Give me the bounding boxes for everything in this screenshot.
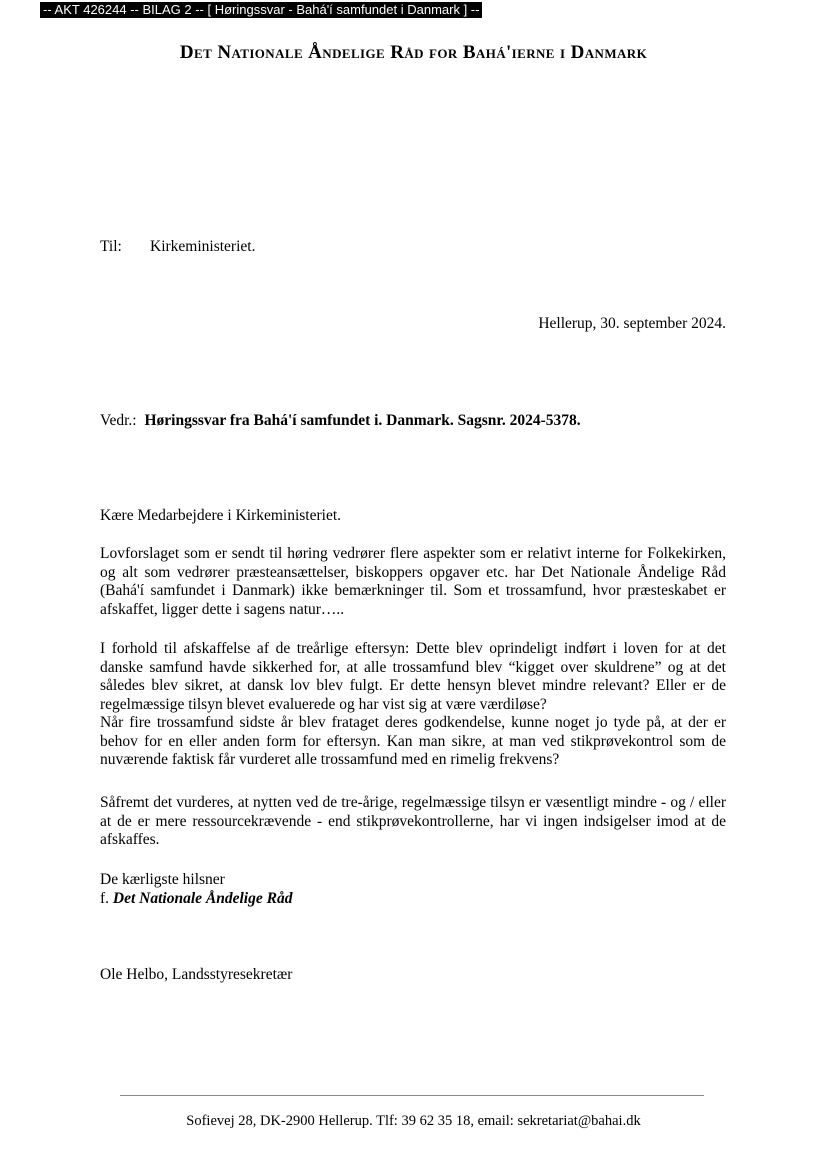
subject-line [100,412,581,430]
footer-address: Sofievej 28, DK-2900 Hellerup. Tlf: 39 62 35 18, email: sekretariat@bahai.dk [186,1113,641,1129]
date-line: Hellerup, 30. september 2024. [538,315,726,332]
paragraph-inspections [100,640,726,770]
document-stamp: -- AKT 426244 -- BILAG 2 -- [ Høringssvar - Bahá'í samfundet i Danmark ] -- [40,2,482,18]
subject-label: Vedr.: [100,412,137,429]
closing-block [100,871,292,908]
salutation: Kære Medarbejdere i Kirkeministeriet. [100,507,342,524]
footer-divider [120,1095,704,1096]
paragraph-intro: Lovforslaget som er sendt til høring vedrører flere aspekter som er relativt interne for Folkekirken, og alt som vedrører præsteansættelser, biskoppers opgaver etc. har Det Nationale Åndelige Råd (Bahá'í samfundet i Danmark) ikke bemærkninger til. Som et trossamfund, hvor præsteskabet er afskaffet, ligger dette i sagens natur….. [100,545,726,618]
signature: Ole Helbo, Landsstyresekretær [100,966,293,983]
closing-behalf-line [100,890,292,909]
recipient-name: Kirkeministeriet. [150,238,256,255]
closing-council-name: Det Nationale Åndelige Råd [112,889,293,907]
subject-text: Høringssvar fra Bahá'í samfundet i. Danmark. Sagsnr. 2024-5378. [144,412,581,429]
paragraph-inspections-part2: Når fire trossamfund sidste år blev frataget deres godkendelse, kunne noget jo tyde på, at der er behov for en eller anden form for eftersyn. Kan man sikre, at man ved stikprøvekontrol som de nuværende faktisk får vurderet alle trossamfund med en rimelig frekvens? [100,714,726,768]
closing-behalf-prefix: f. [100,889,110,907]
closing-greeting: De kærligste hilsner [100,871,225,888]
recipient-label: Til: [100,238,122,255]
paragraph-conclusion: Såfremt det vurderes, at nytten ved de tre-årige, regelmæssige tilsyn er væsentligt mindre - og / eller at de er mere ressourcekrævende - end stikprøvekontrollerne, har vi ingen indsigelser imod at de afskaffes. [100,794,726,848]
recipient-line [100,238,255,256]
letterhead-title: Det Nationale Åndelige Råd for Bahá'ierne i Danmark [179,42,648,63]
paragraph-inspections-part1: I forhold til afskaffelse af de treårlige eftersyn: Dette blev oprindeligt indført i loven for at det danske samfund havde sikkerhed for, at alle trossamfund blev “kigget over skuldrene” og at det således blev sikret, at dansk lov blev fulgt. Er dette hensyn blevet mindre relevant? Eller er de regelmæssige tilsyn blevet evaluerede og har vist sig at være værdiløse? [100,640,726,713]
